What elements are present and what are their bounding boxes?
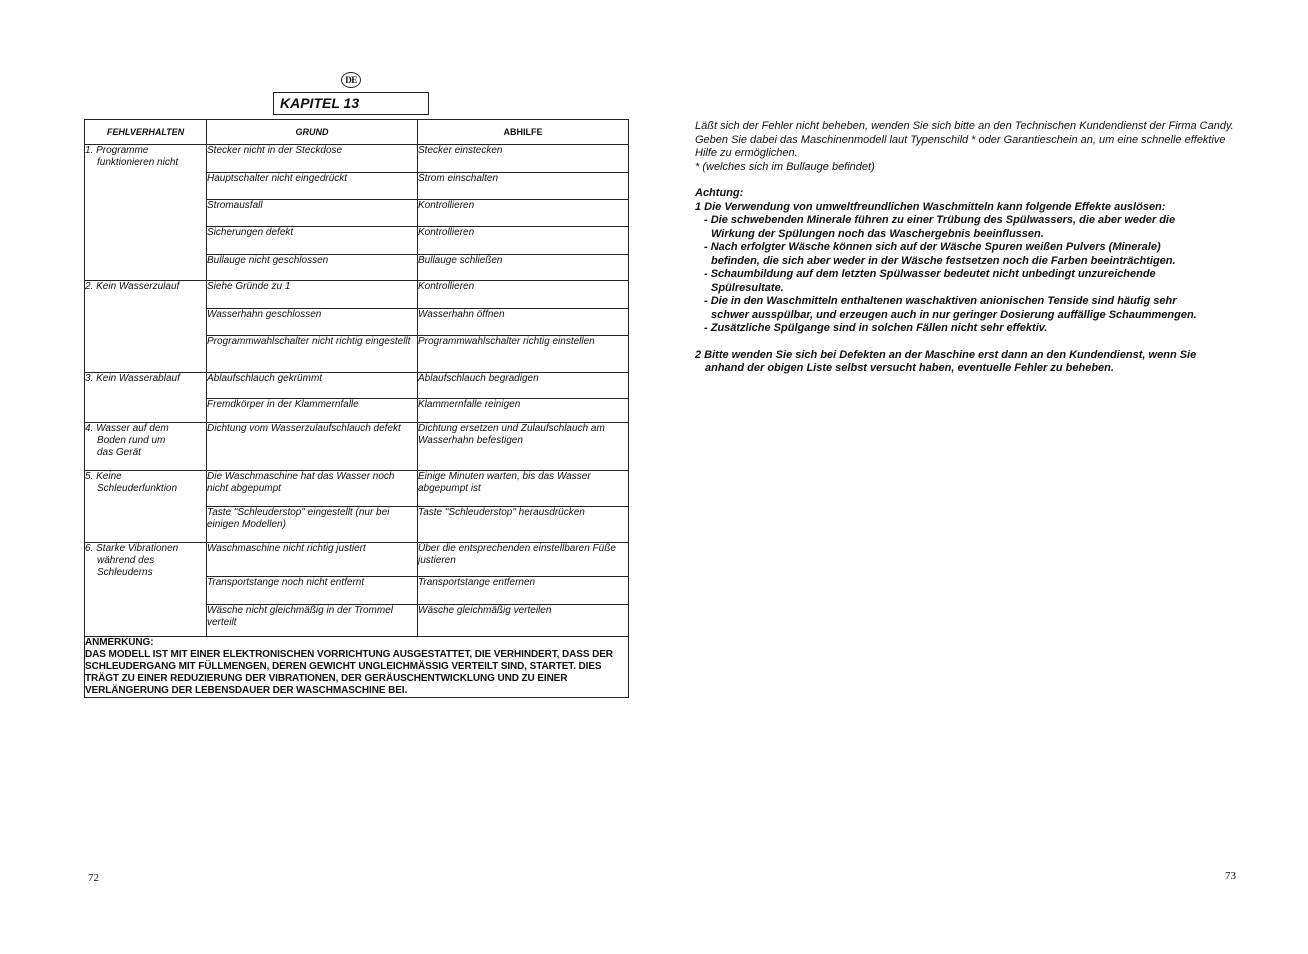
symptom-line: 4. Wasser auf dem — [85, 423, 169, 434]
cause-cell: Wäsche nicht gleichmäßig in der Trommel verteilt — [207, 605, 418, 637]
sub-point — [695, 241, 1240, 268]
remedy-cell: Strom einschalten — [418, 173, 629, 200]
point-2-line: anhand der obigen Liste selbst versucht haben, eventuelle Fehler zu beheben. — [705, 362, 1114, 374]
service-info-column — [695, 120, 1240, 376]
troubleshooting-table — [84, 119, 629, 698]
column-header-remedy: ABHILFE — [418, 120, 629, 145]
table-row — [85, 471, 629, 507]
cause-cell: Bullauge nicht geschlossen — [207, 255, 418, 281]
cause-cell: Dichtung vom Wasserzulaufschlauch defekt — [207, 423, 418, 471]
symptom-line: 3. Kein Wasserablauf — [85, 373, 180, 384]
sub-point — [695, 322, 1240, 336]
symptom-line: 5. Keine — [85, 471, 122, 482]
symptom-line: funktionieren nicht — [97, 157, 179, 168]
attention-title: Achtung: — [695, 187, 744, 199]
remedy-cell: Kontrollieren — [418, 227, 629, 255]
table-row — [85, 543, 629, 577]
note-row — [85, 637, 629, 698]
symptom-cell — [85, 373, 207, 423]
note-cell — [85, 637, 629, 698]
cause-cell: Stecker nicht in der Steckdose — [207, 145, 418, 173]
cause-cell: Hauptschalter nicht eingedrückt — [207, 173, 418, 200]
cause-cell: Die Waschmaschine hat das Wasser noch nicht abgepumpt — [207, 471, 418, 507]
point-1: 1 Die Verwendung von umweltfreundlichen Waschmitteln kann folgende Effekte auslösen: — [695, 200, 1166, 213]
table-row — [85, 423, 629, 471]
symptom-line: Schleuderns — [97, 567, 153, 578]
remedy-cell: Wasserhahn öffnen — [418, 309, 629, 336]
symptom-cell — [85, 543, 207, 637]
remedy-cell: Kontrollieren — [418, 200, 629, 227]
language-badge: DE — [341, 72, 361, 88]
remedy-cell: Dichtung ersetzen und Zulaufschlauch am Wasserhahn befestigen — [418, 423, 629, 471]
cause-cell: Transportstange noch nicht entfernt — [207, 577, 418, 605]
column-header-cause: GRUND — [207, 120, 418, 145]
symptom-line: das Gerät — [97, 447, 141, 458]
point-2 — [695, 349, 1240, 376]
sub-point-line: Spülresultate. — [711, 281, 784, 294]
symptom-line: 2. Kein Wasserzulauf — [85, 281, 180, 292]
cause-cell: Wasserhahn geschlossen — [207, 309, 418, 336]
cause-cell: Fremdkörper in der Klammernfalle — [207, 399, 418, 423]
cause-cell: Programmwahlschalter nicht richtig eingestellt — [207, 336, 418, 373]
sub-point — [695, 268, 1240, 295]
remedy-cell: Stecker einstecken — [418, 145, 629, 173]
sub-point-line: - Zusätzliche Spülgange sind in solchen Fällen nicht sehr effektiv. — [704, 322, 1048, 334]
cause-cell: Waschmaschine nicht richtig justiert — [207, 543, 418, 577]
sub-point-line: - Die in den Waschmitteln enthaltenen waschaktiven anionischen Tenside sind häufig sehr — [704, 295, 1177, 307]
remedy-cell: Taste "Schleuderstop" herausdrücken — [418, 507, 629, 543]
remedy-cell: Transportstange entfernen — [418, 577, 629, 605]
symptom-cell — [85, 145, 207, 281]
cause-cell: Ablaufschlauch gekrümmt — [207, 373, 418, 399]
table-row — [85, 281, 629, 309]
spacer — [695, 174, 1240, 187]
symptom-line: Schleuderfunktion — [97, 483, 178, 494]
remedy-cell: Programmwahlschalter richtig einstellen — [418, 336, 629, 373]
sub-point-line: - Die schwebenden Minerale führen zu einer Trübung des Spülwassers, die aber weder die — [704, 214, 1176, 226]
symptom-cell — [85, 471, 207, 543]
remedy-cell: Ablaufschlauch begradigen — [418, 373, 629, 399]
column-header-symptom: FEHLVERHALTEN — [85, 120, 207, 145]
cause-cell: Stromausfall — [207, 200, 418, 227]
page-number-right: 73 — [1225, 870, 1236, 882]
sub-point-line: - Nach erfolgter Wäsche können sich auf der Wäsche Spuren weißen Pulvers (Minerale) — [704, 241, 1161, 253]
remedy-cell: Klammernfalle reinigen — [418, 399, 629, 423]
remedy-cell: Einige Minuten warten, bis das Wasser abgepumpt ist — [418, 471, 629, 507]
intro-paragraph: Geben Sie dabei das Maschinenmodell laut Typenschild * oder Garantieschein an, um eine schnelle effektive Hilfe zu ermöglichen. — [695, 133, 1226, 159]
symptom-cell — [85, 423, 207, 471]
intro-paragraph: Läßt sich der Fehler nicht beheben, wenden Sie sich bitte an den Technischen Kundendienst der Firma Candy. — [695, 120, 1234, 132]
remedy-cell: Kontrollieren — [418, 281, 629, 309]
note-text: DAS MODELL IST MIT EINER ELEKTRONISCHEN VORRICHTUNG AUSGESTATTET, DIE VERHINDERT, DASS DER SCHLEUDERGANG MIT FÜLLMENGEN, DEREN GEWICHT UNGLEICHMÄSSIG VERTEILT SIND, STARTET. DIES TRÄGT ZU EINER REDUZIERUNG DER VIBRATIONEN, DER GERÄUSCHENTWICKLUNG UND ZU EINER VERLÄNGERUNG DER LEBENSDAUER DER WASCHMASCHINE BEI. — [85, 649, 613, 696]
symptom-line: 1. Programme — [85, 145, 149, 156]
spacer — [695, 336, 1240, 349]
remedy-cell: Bullauge schließen — [418, 255, 629, 281]
symptom-line: Boden rund um — [97, 435, 166, 446]
sub-point — [695, 295, 1240, 322]
sub-point-line: befinden, die sich aber weder in der Wäsche festsetzen noch die Farben beeinträchtigen. — [711, 254, 1176, 267]
symptom-line: 6. Starke Vibrationen — [85, 543, 179, 554]
sub-point-line: schwer ausspülbar, und erzeugen auch in nur geringer Dosierung auffällige Schaummengen. — [711, 308, 1197, 321]
remedy-cell: Über die entsprechenden einstellbaren Füße justieren — [418, 543, 629, 577]
remedy-cell: Wäsche gleichmäßig verteilen — [418, 605, 629, 637]
sub-point — [695, 214, 1240, 241]
chapter-title: KAPITEL 13 — [273, 92, 429, 115]
symptom-line: während des — [97, 555, 155, 566]
sub-point-line: Wirkung der Spülungen noch das Waschergebnis beeinflussen. — [711, 227, 1044, 240]
table-row — [85, 145, 629, 173]
table-row — [85, 373, 629, 399]
point-2-line: 2 Bitte wenden Sie sich bei Defekten an der Maschine erst dann an den Kundendienst, wenn Sie — [695, 348, 1197, 361]
footnote: * (welches sich im Bullauge befindet) — [695, 160, 875, 173]
cause-cell: Siehe Gründe zu 1 — [207, 281, 418, 309]
note-title: ANMERKUNG: — [85, 637, 154, 648]
symptom-cell — [85, 281, 207, 373]
sub-point-line: - Schaumbildung auf dem letzten Spülwasser bedeutet nicht unbedingt unzureichende — [704, 268, 1156, 280]
cause-cell: Taste "Schleuderstop" eingestellt (nur bei einigen Modellen) — [207, 507, 418, 543]
cause-cell: Sicherungen defekt — [207, 227, 418, 255]
page-number-left: 72 — [88, 872, 99, 884]
table-header-row — [85, 120, 629, 145]
